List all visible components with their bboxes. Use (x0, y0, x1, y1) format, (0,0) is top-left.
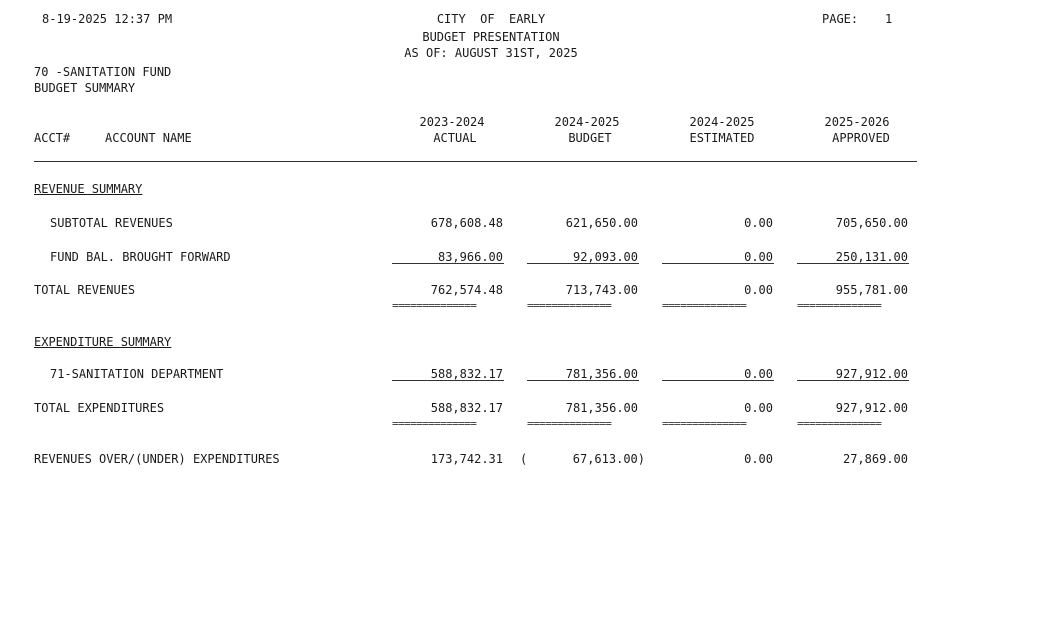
value-estimated: 0.00 (744, 401, 773, 415)
col-estimated: ESTIMATED (689, 131, 755, 145)
city-name: CITY OF EARLY (436, 12, 546, 26)
fund-name: 70 -SANITATION FUND (34, 65, 172, 79)
col-approved: APPROVED (832, 131, 890, 145)
subtotal-rule (392, 263, 504, 264)
value-actual: 83,966.00 (437, 250, 503, 264)
value-estimated: 0.00 (744, 283, 773, 297)
subtotal-rule (662, 263, 774, 264)
row-label: FUND BAL. BROUGHT FORWARD (50, 250, 231, 264)
double-rule: ============== (392, 417, 477, 430)
header-divider (34, 161, 917, 162)
value-estimated: 0.00 (744, 250, 773, 264)
value-actual: 762,574.48 (430, 283, 503, 297)
double-rule: ============== (527, 417, 612, 430)
value-approved: 27,869.00 (842, 452, 908, 466)
subtotal-rule (392, 380, 504, 381)
value-actual: 588,832.17 (430, 401, 503, 415)
value-budget: 67,613.00) (572, 452, 645, 466)
double-rule: ============== (797, 299, 882, 312)
report-datetime: 8-19-2025 12:37 PM (42, 12, 173, 26)
value-budget: 92,093.00 (572, 250, 638, 264)
value-estimated: 0.00 (744, 452, 773, 466)
value-approved: 955,781.00 (835, 283, 908, 297)
value-budget: 781,356.00 (565, 367, 638, 381)
value-actual: 173,742.31 (430, 452, 503, 466)
subtotal-rule (797, 380, 909, 381)
row-label: TOTAL REVENUES (34, 283, 136, 297)
value-budget: 621,650.00 (565, 216, 638, 230)
budget-summary-label: BUDGET SUMMARY (34, 81, 136, 95)
col-estimated-year: 2024-2025 (689, 115, 755, 129)
col-actual-year: 2023-2024 (419, 115, 485, 129)
subtotal-rule (527, 263, 639, 264)
value-budget: 713,743.00 (565, 283, 638, 297)
report-as-of: AS OF: AUGUST 31ST, 2025 (404, 46, 578, 60)
subtotal-rule (527, 380, 639, 381)
col-acct: ACCT# (34, 131, 71, 145)
row-label: TOTAL EXPENDITURES (34, 401, 165, 415)
value-approved: 927,912.00 (835, 367, 908, 381)
expenditure-summary-heading: EXPENDITURE SUMMARY (34, 335, 172, 349)
col-actual: ACTUAL (433, 131, 477, 145)
col-approved-year: 2025-2026 (824, 115, 890, 129)
value-approved: 705,650.00 (835, 216, 908, 230)
value-actual: 678,608.48 (430, 216, 503, 230)
negative-open-paren: ( (520, 452, 528, 466)
double-rule: ============== (527, 299, 612, 312)
col-budget-year: 2024-2025 (554, 115, 620, 129)
col-budget: BUDGET (568, 131, 612, 145)
double-rule: ============== (392, 299, 477, 312)
double-rule: ============== (797, 417, 882, 430)
subtotal-rule (662, 380, 774, 381)
subtotal-rule (797, 263, 909, 264)
col-account-name: ACCOUNT NAME (105, 131, 192, 145)
value-estimated: 0.00 (744, 216, 773, 230)
page-label: PAGE: (822, 12, 859, 26)
value-estimated: 0.00 (744, 367, 773, 381)
double-rule: ============== (662, 299, 747, 312)
row-label: SUBTOTAL REVENUES (50, 216, 173, 230)
value-approved: 927,912.00 (835, 401, 908, 415)
value-budget: 781,356.00 (565, 401, 638, 415)
value-actual: 588,832.17 (430, 367, 503, 381)
row-label: 71-SANITATION DEPARTMENT (50, 367, 224, 381)
revenue-summary-heading: REVENUE SUMMARY (34, 182, 143, 196)
value-approved: 250,131.00 (835, 250, 908, 264)
double-rule: ============== (662, 417, 747, 430)
report-title: BUDGET PRESENTATION (422, 30, 560, 44)
row-label: REVENUES OVER/(UNDER) EXPENDITURES (34, 452, 280, 466)
page-number: 1 (885, 12, 893, 26)
